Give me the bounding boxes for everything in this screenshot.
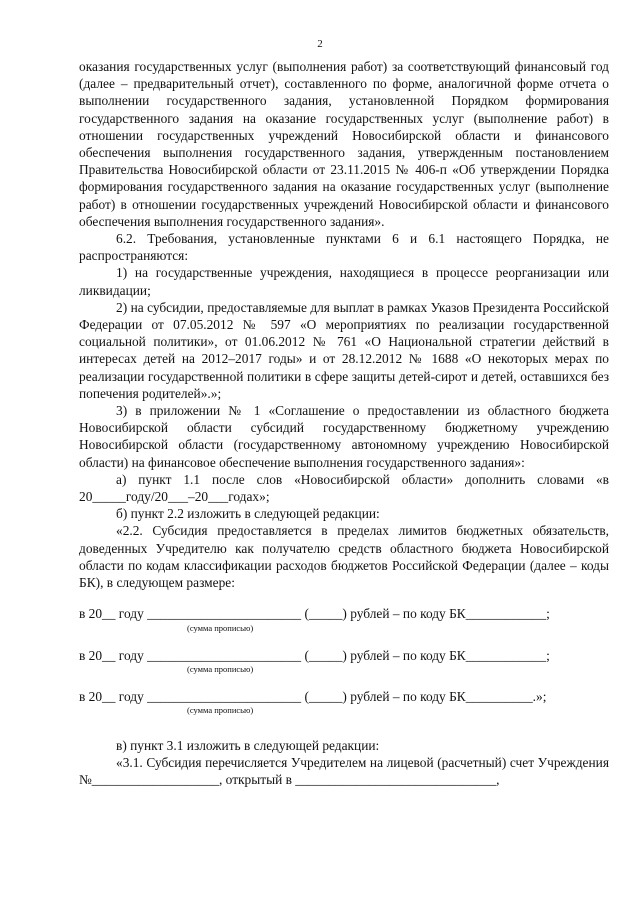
paragraph-item-a: а) пункт 1.1 после слов «Новосибирской области» дополнить словами «в 20_____году/20___–20___годах»; [79,471,609,505]
paragraph-item-1: 1) на государственные учреждения, находящиеся в процессе реорганизации или ликвидации; [79,265,609,298]
paragraph-item-3: 3) в приложении № 1 «Соглашение о предоставлении из областного бюджета Новосибирской области субсидий государственному бюджетному учреждению Новосибирской области (государственному автономному учреждению Новосибирской области) на финансовое обеспечение выполнения государственного задания»: [79,403,609,470]
amount-line-2: в 20__ году _______________________ (_____) рублей – по коду БК____________; [79,647,550,663]
page-number: 2 [317,38,323,50]
amount-line-1: в 20__ году _______________________ (_____) рублей – по коду БК____________; [79,606,550,622]
paragraph-continuation: оказания государственных услуг (выполнения работ) за соответствующий финансовый год (далее – предварительный отчет), составленного по форме, аналогичной форме отчета о выполнении государственного задания, установленной Порядком формирования государственного задания на оказание государственных услуг (выполнение работ) в отношении государственных учреждений Новосибирской области и финансового обеспечения выполнения государственного задания, утвержденным постановлением Правительства Новосибирской области от 23.11.2015 № 406-п «Об утверждении Порядка формирования государственного задания на оказание государственных услуг (выполнение работ) в отношении государственных учреждений Новосибирской области и финансового обеспечения выполнения государственного задания». [79,59,609,229]
paragraph-6-2: 6.2. Требования, установленные пунктами 6 и 6.1 настоящего Порядка, не распространяются: [79,231,609,264]
document-body [79,58,609,789]
amount-caption-3: (сумма прописью) [187,704,254,715]
amount-line-3: в 20__ году _______________________ (_____) рублей – по коду БК__________.»; [79,688,547,704]
paragraph-item-b: б) пункт 2.2 изложить в следующей редакции: [116,506,380,522]
amount-caption-2: (сумма прописью) [187,663,254,674]
paragraph-3-1: «3.1. Субсидия перечисляется Учредителем на лицевой (расчетный) счет Учреждения №___________________, открытый в ______________________________, [79,755,609,788]
paragraph-2-2: «2.2. Субсидия предоставляется в пределах лимитов бюджетных обязательств, доведенных Учредителю как получателю средств областного бюджета Новосибирской области по кодам классификации расходов бюджетов Российской Федерации (далее – коды БК), в следующем размере: [79,523,609,591]
amount-caption-1: (сумма прописью) [187,622,254,633]
paragraph-item-v: в) пункт 3.1 изложить в следующей редакции: [116,737,380,753]
paragraph-item-2: 2) на субсидии, предоставляемые для выплат в рамках Указов Президента Российской Федерации от 07.05.2012 № 597 «О мероприятиях по реализации государственной социальной политики», от 01.06.2012 № 761 «О Национальной стратегии действий в интересах детей на 2012–2017 годы» и от 28.12.2012 № 1688 «О некоторых мерах по реализации государственной политики в сфере защиты детей-сирот и детей, оставшихся без попечения родителей».»; [79,299,609,401]
